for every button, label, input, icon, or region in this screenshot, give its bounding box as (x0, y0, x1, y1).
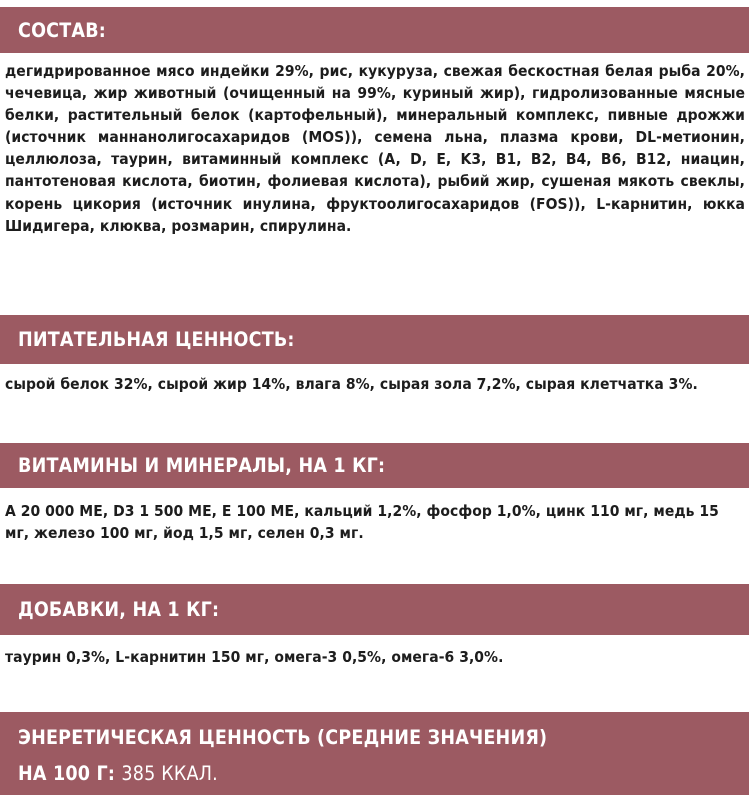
energy-title: ЭНЕРЕТИЧЕСКАЯ ЦЕННОСТЬ (СРЕДНИЕ ЗНАЧЕНИЯ) (18, 726, 548, 749)
vitamins-header (0, 443, 749, 488)
energy-panel (0, 712, 749, 795)
additives-header (0, 584, 749, 635)
nutrition-text: сырой белок 32%, сырой жир 14%, влага 8%, сырая зола 7,2%, сырая клетчатка 3%. (5, 375, 698, 393)
composition-title: СОСТАВ: (18, 18, 106, 42)
vitamins-text: A 20 000 МЕ, D3 1 500 МЕ, E 100 МЕ, кальций 1,2%, фосфор 1,0%, цинк 110 мг, медь 15 мг, железо 100 мг, йод 1,5 мг, селен 0,3 мг. (5, 502, 719, 543)
nutrition-title: ПИТАТЕЛЬНАЯ ЦЕННОСТЬ: (18, 328, 295, 351)
energy-per-label: НА 100 Г: (18, 762, 116, 785)
composition-header (0, 7, 749, 53)
nutrition-header (0, 315, 749, 364)
energy-line (18, 760, 749, 796)
additives-title: ДОБАВКИ, НА 1 КГ: (18, 598, 220, 621)
additives-text: таурин 0,3%, L-карнитин 150 мг, омега-3 0,5%, омега-6 3,0%. (5, 648, 504, 666)
energy-value: 385 ККАЛ. (121, 762, 218, 785)
vitamins-title: ВИТАМИНЫ И МИНЕРАЛЫ, НА 1 КГ: (18, 454, 386, 477)
composition-text: дегидрированное мясо индейки 29%, рис, кукуруза, свежая бескостная белая рыба 20%, чечевица, жир животный (очищенный на 99%, куриный жир), гидролизованные мясные белки, растительный белок (картофельный), минеральный комплекс, пивные дрожжи (источник маннанолигосахаридов (MOS)), семена льна, плазма крови, DL-метионин, целлюлоза, таурин, витаминный комплекс (A, D, E, K3, B1, B2, B4, B6, B12, ниацин, пантотеновая кислота, биотин, фолиевая кислота), рыбий жир, сушеная мякоть свеклы, корень цикория (источник инулина, фруктоолигосахаридов (FOS)), L-карнитин, юкка Шидигера, клюква, розмарин, спирулина. (5, 62, 745, 235)
